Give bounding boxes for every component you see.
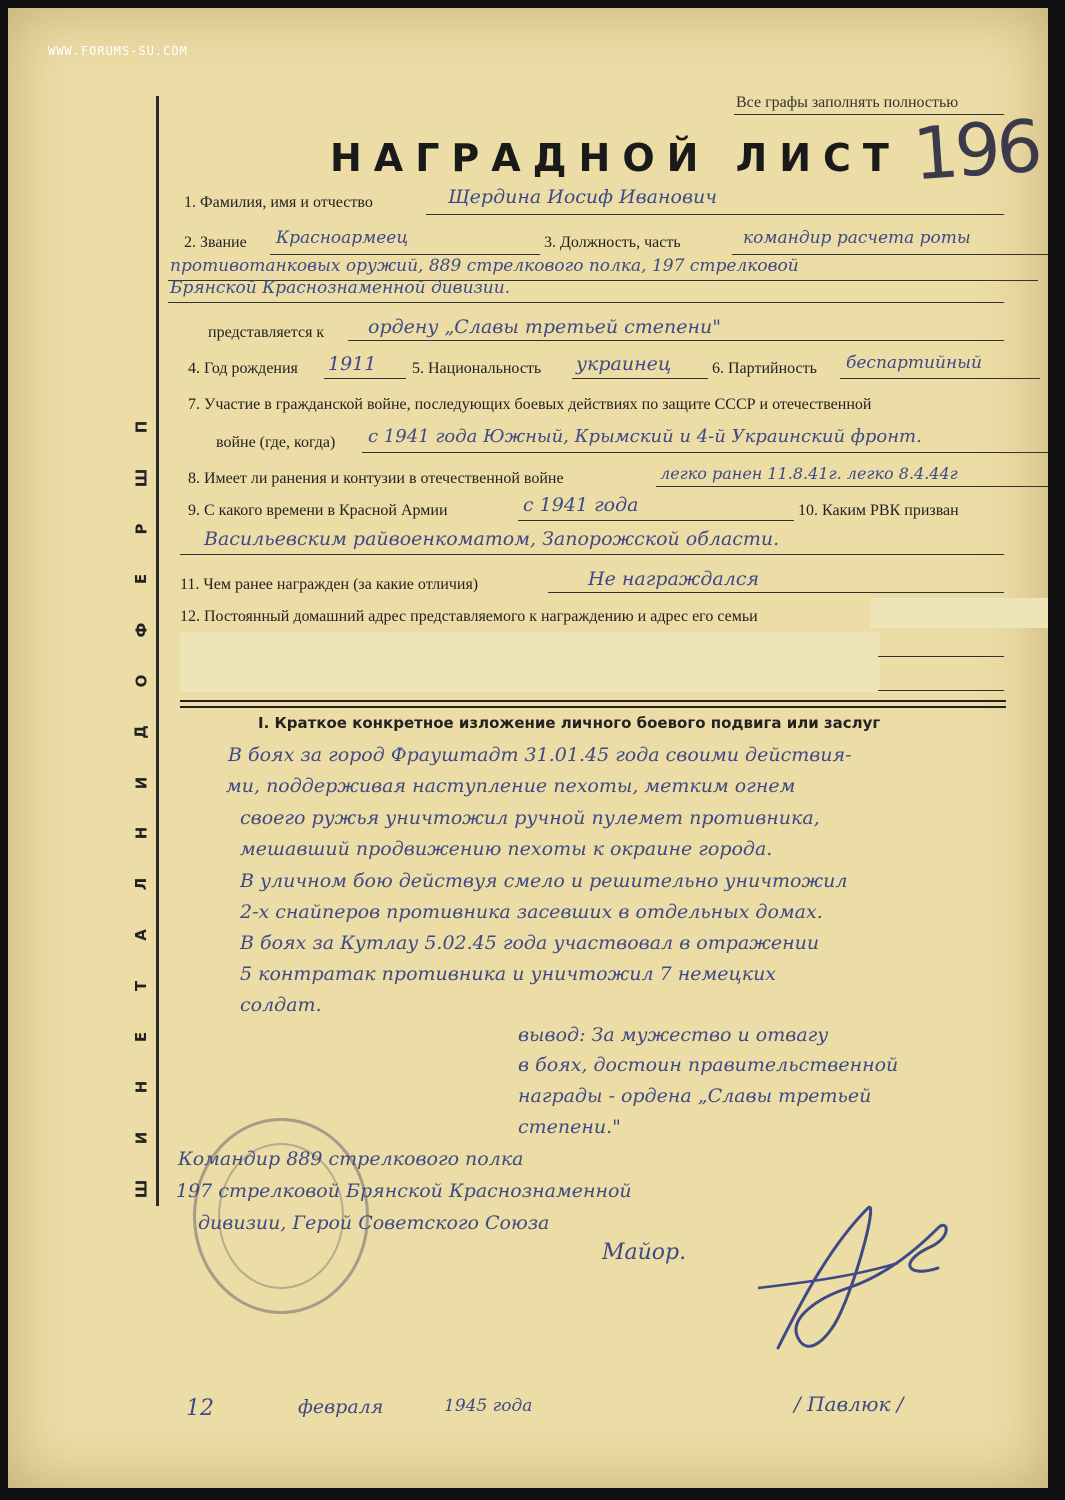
narrative-line: В боях за город Фрауштадт 31.01.45 года своими действия- [228, 744, 852, 766]
side-letter: О [131, 674, 150, 688]
field-3-line-1 [732, 254, 1048, 255]
field-8-line [656, 486, 1048, 487]
side-letter: Ф [131, 622, 150, 638]
side-letter: Т [131, 980, 150, 991]
field-5-line [572, 378, 708, 379]
field-12-line-1 [878, 656, 1004, 657]
margin-line [156, 96, 159, 1206]
narrative-line: мешавший продвижению пехоты к окраине города. [240, 838, 773, 860]
commander-rank: Майор. [602, 1240, 687, 1265]
redacted-address-1 [870, 598, 1048, 628]
corner-note: Все графы заполнять полностью [736, 94, 959, 111]
side-letter: П [132, 420, 150, 434]
field-6-value: беспартийный [846, 353, 982, 373]
narrative-line: В уличном бою действуя смело и решительно уничтожил [240, 870, 848, 892]
field-7-label-1: 7. Участие в гражданской войне, последующих боевых действиях по защите СССР и отечественной [188, 396, 872, 413]
field-1-label: 1. Фамилия, имя и отчество [184, 194, 373, 211]
field-6-line [840, 378, 1040, 379]
field-3-value-2: противотанковых оружий, 889 стрелкового полка, 197 стрелковой [170, 256, 799, 276]
date-day: 12 [186, 1396, 214, 1421]
field-10-value: Васильевским райвоенкоматом, Запорожской области. [204, 528, 780, 550]
side-letter: Н [132, 827, 150, 840]
section-title: I. Краткое конкретное изложение личного боевого подвига или заслуг [258, 714, 881, 732]
narrative-line: В боях за Кутлау 5.02.45 года участвовал в отражении [240, 932, 820, 954]
page-title: НАГРАДНОЙ ЛИСТ [330, 136, 901, 180]
side-letter: И [132, 1131, 150, 1145]
field-3-line-3 [168, 302, 1004, 303]
field-3-label: 3. Должность, часть [544, 234, 681, 251]
field-1-value: Щердина Иосиф Иванович [448, 186, 718, 208]
side-letters [126, 418, 156, 1198]
presented-label: представляется к [208, 324, 325, 341]
field-3-value-3: Брянской Краснознаменной дивизии. [170, 278, 511, 298]
date-year: 1945 года [444, 1396, 533, 1416]
date-month: февраля [298, 1396, 384, 1418]
conclusion-line: степени." [518, 1116, 621, 1138]
field-2-label: 2. Звание [184, 234, 247, 251]
side-letter: И [132, 776, 150, 789]
section-divider-2 [180, 706, 1006, 708]
field-5-label: 5. Национальность [412, 360, 542, 377]
field-10-line [180, 554, 1004, 555]
narrative-line: ми, поддерживая наступление пехоты, метким огнем [226, 775, 796, 797]
field-8-value: легко ранен 11.8.41г. легко 8.4.44г [660, 464, 958, 483]
narrative-line: 2-х снайперов противника засевших в отдельных домах. [240, 901, 823, 923]
field-11-line [548, 592, 1004, 593]
side-letter: Е [132, 574, 150, 585]
field-4-value: 1911 [328, 353, 377, 375]
field-11-value: Не награждался [588, 568, 760, 590]
watermark: WWW.FORUMS-SU.COM [48, 44, 188, 58]
field-2-value: Красноармеец [276, 228, 409, 248]
field-8-label: 8. Имеет ли ранения и контузии в отечественной войне [188, 470, 564, 487]
narrative-line: 5 контратак противника и уничтожил 7 немецких [240, 963, 777, 985]
side-letter: Ш [132, 468, 150, 488]
field-7-value: с 1941 года Южный, Крымский и 4-й Украинский фронт. [368, 426, 922, 447]
side-letter: Р [132, 523, 150, 535]
field-4-line [324, 378, 406, 379]
presented-value: ордену „Славы третьей степени" [368, 316, 722, 338]
field-9-value: с 1941 года [523, 494, 639, 516]
field-10-label: 10. Каким РВК призван [798, 502, 959, 519]
side-letter: А [131, 929, 150, 941]
commander-line: 197 стрелковой Брянской Краснознаменной [176, 1180, 632, 1202]
narrative-line: солдат. [240, 994, 322, 1016]
conclusion-line: вывод: За мужество и отвагу [518, 1024, 829, 1046]
conclusion-line: награды - ордена „Славы третьей [518, 1085, 872, 1107]
document-number: 196 [910, 103, 1042, 197]
field-9-line [518, 520, 794, 521]
side-letter: Е [132, 1031, 150, 1042]
signer-name: / Павлюк / [794, 1392, 904, 1416]
award-sheet [8, 8, 1048, 1488]
section-divider-1 [180, 700, 1006, 702]
commander-line: дивизии, Герой Советского Союза [198, 1212, 550, 1234]
side-letter: Ш [132, 1179, 150, 1199]
field-12-label: 12. Постоянный домашний адрес представляемого к награждению и адрес его семьи [180, 608, 758, 625]
field-11-label: 11. Чем ранее награжден (за какие отличия) [180, 576, 479, 593]
field-6-label: 6. Партийность [712, 360, 817, 377]
commander-line: Командир 889 стрелкового полка [178, 1148, 524, 1170]
field-4-label: 4. Год рождения [188, 360, 298, 377]
field-7-label-2: войне (где, когда) [216, 434, 336, 451]
field-3-value-1: командир расчета роты [743, 228, 971, 248]
field-1-line [426, 214, 1004, 215]
signature [738, 1188, 978, 1378]
narrative-line: своего ружья уничтожил ручной пулемет противника, [240, 807, 820, 829]
field-7-line [362, 452, 1048, 453]
side-letter: Д [131, 725, 150, 739]
side-letter: Н [132, 1081, 150, 1094]
field-9-label: 9. С какого времени в Красной Армии [188, 502, 448, 519]
field-2-line [270, 254, 540, 255]
field-12-line-2 [878, 690, 1004, 691]
field-5-value: украинец [576, 353, 672, 375]
redacted-address-2 [180, 632, 880, 692]
conclusion-line: в боях, достоин правительственной [518, 1054, 899, 1076]
presented-line [348, 340, 1004, 341]
side-letter: Л [132, 877, 150, 891]
